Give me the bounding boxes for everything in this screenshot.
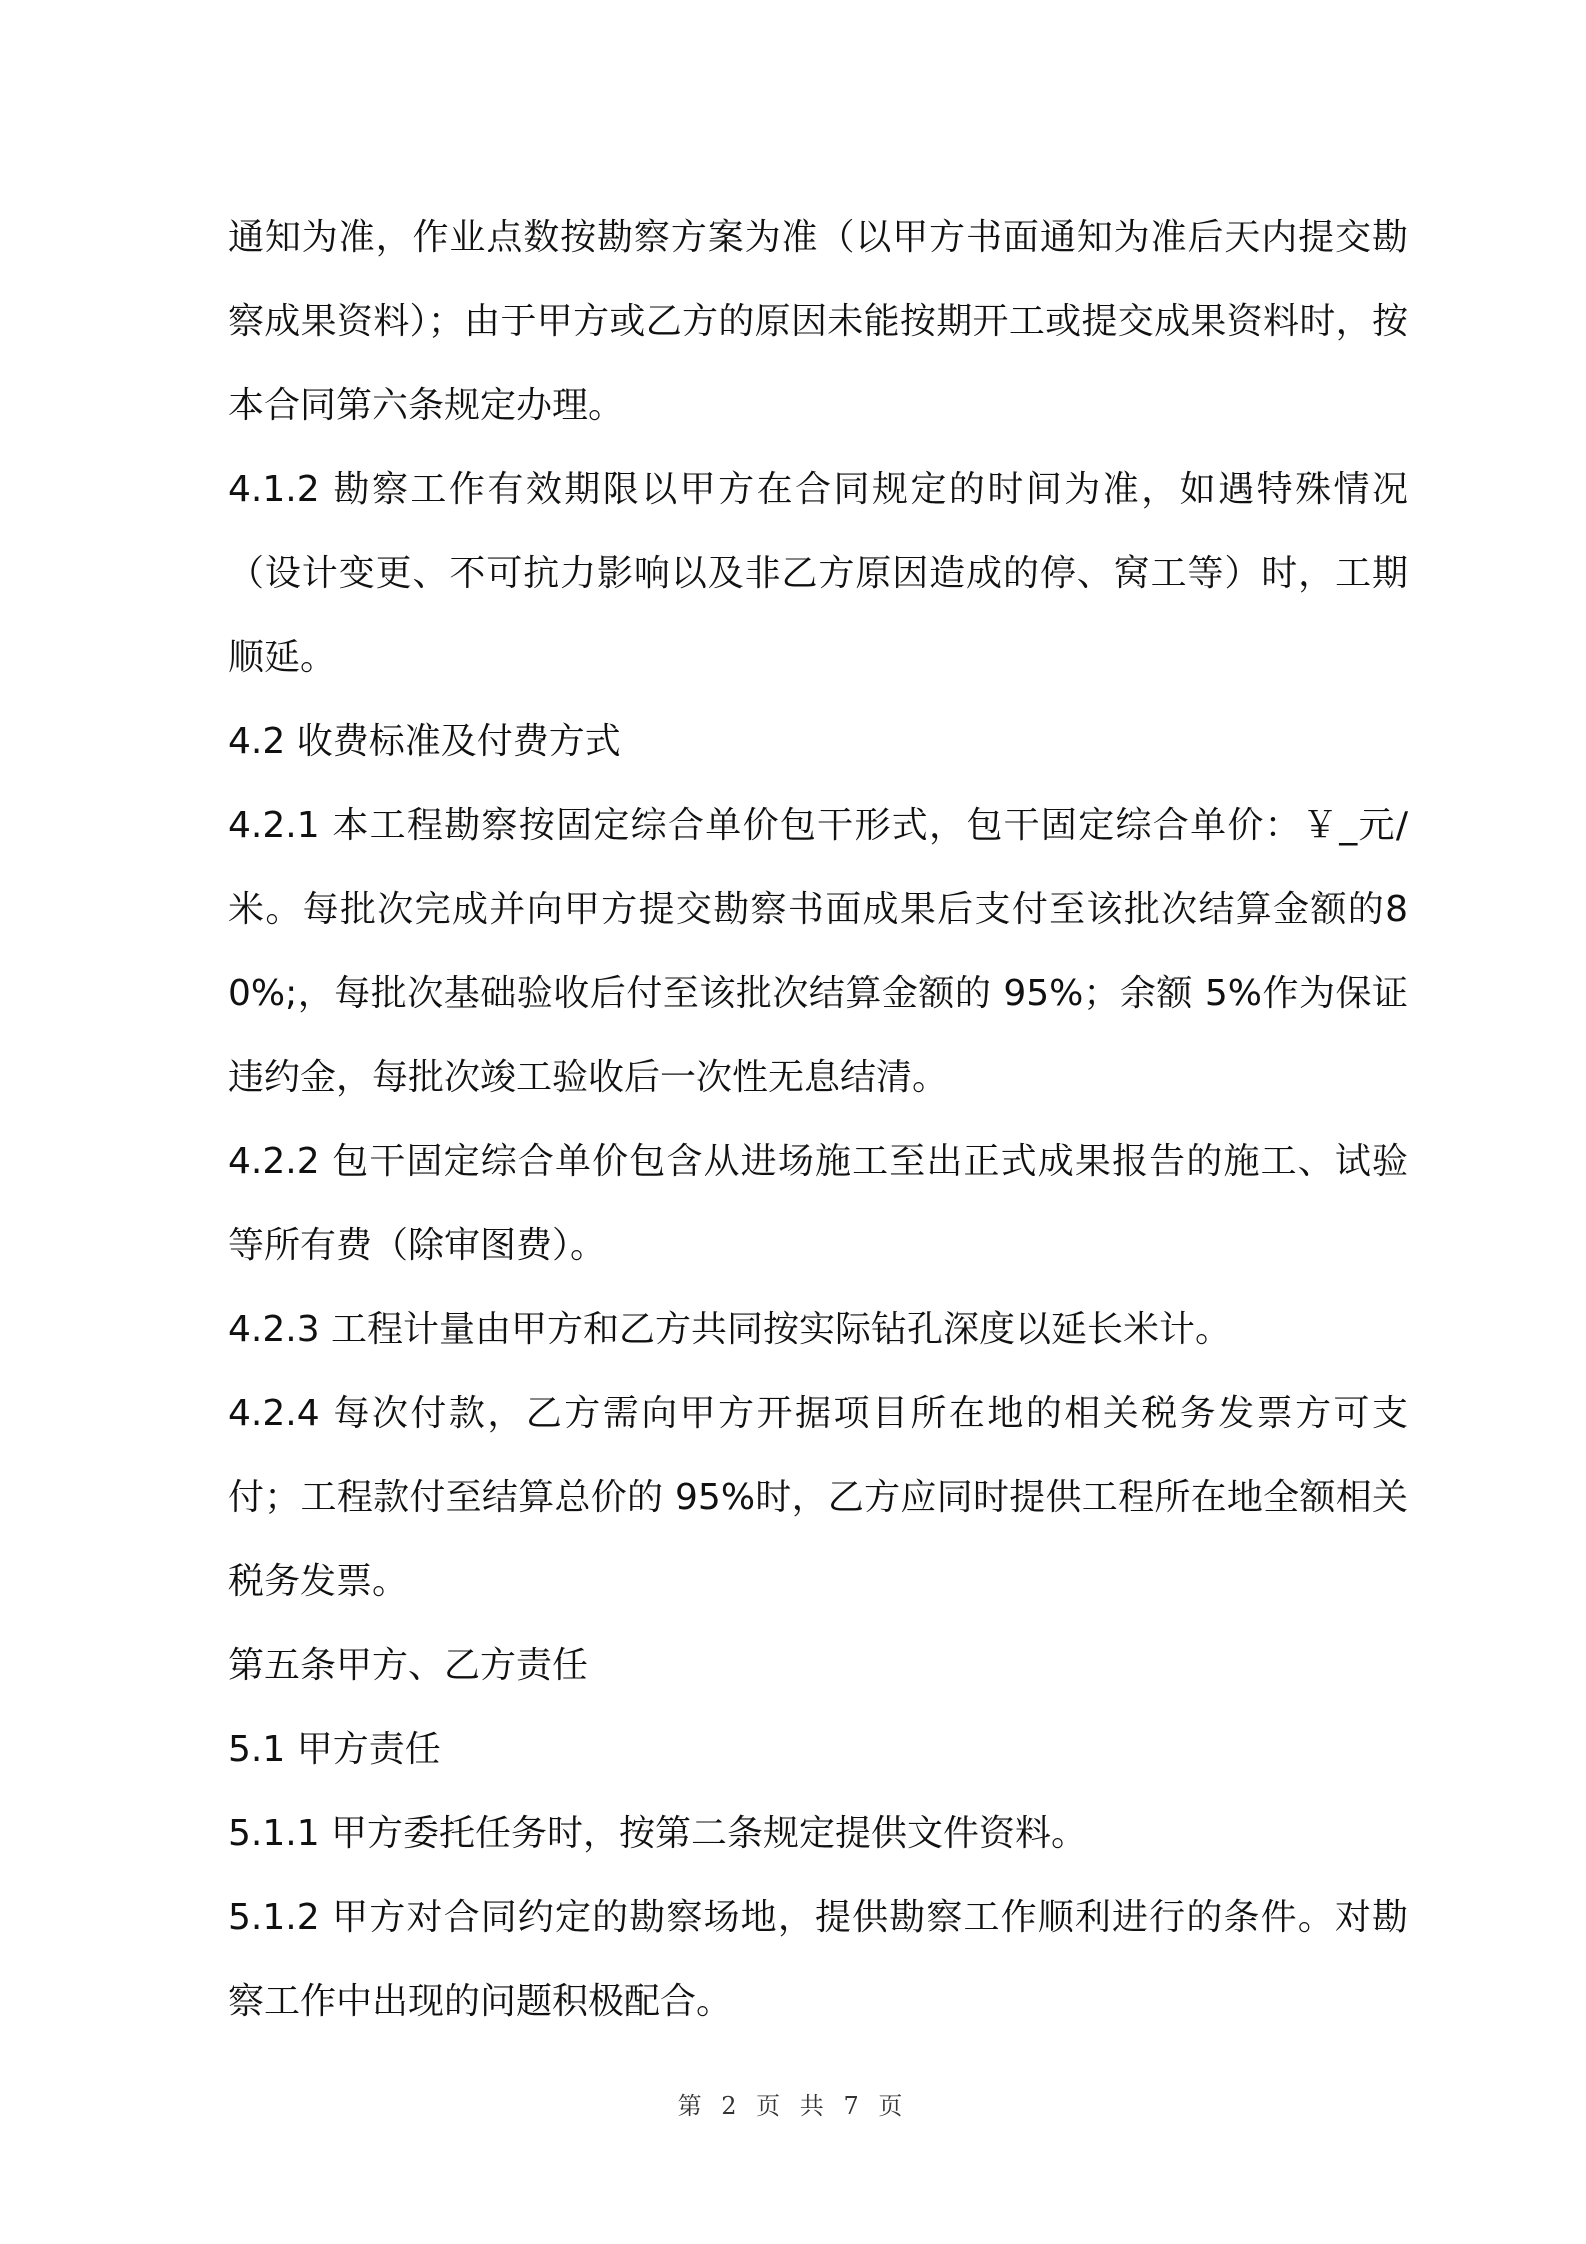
paragraph-4-2-3: 4.2.3 工程计量由甲方和乙方共同按实际钻孔深度以延长米计。 [228, 1309, 1232, 1350]
paragraph-4-1-2: 4.1.2 勘察工作有效期限以甲方在合同规定的时间为准，如遇特殊情况（设计变更、不可抗力影响以及非乙方原因造成的停、窝工等）时，工期顺延。 [228, 469, 1408, 678]
page-footer: 第 2 页 共 7 页 [677, 2092, 909, 2120]
paragraph-4-2-2: 4.2.2 包干固定综合单价包含从进场施工至出正式成果报告的施工、试验等所有费（除审图费）。 [228, 1141, 1408, 1266]
heading-article-5: 第五条甲方、乙方责任 [228, 1645, 589, 1686]
document-body [228, 196, 1408, 2044]
heading-4-2: 4.2 收费标准及付费方式 [228, 721, 621, 762]
paragraph-5-1-2: 5.1.2 甲方对合同约定的勘察场地，提供勘察工作顺利进行的条件。对勘察工作中出现的问题积极配合。 [228, 1897, 1408, 2022]
paragraph-4-2-1: 4.2.1 本工程勘察按固定综合单价包干形式，包干固定综合单价：￥_元/米。每批次完成并向甲方提交勘察书面成果后支付至该批次结算金额的80%;，每批次基础验收后付至该批次结算金额的 95%；余额 5%作为保证违约金，每批次竣工验收后一次性无息结清。 [228, 805, 1408, 1098]
heading-5-1: 5.1 甲方责任 [228, 1729, 441, 1770]
paragraph-continuation: 通知为准，作业点数按勘察方案为准（以甲方书面通知为准后天内提交勘察成果资料）；由于甲方或乙方的原因未能按期开工或提交成果资料时，按本合同第六条规定办理。 [228, 217, 1408, 426]
paragraph-5-1-1: 5.1.1 甲方委托任务时，按第二条规定提供文件资料。 [228, 1813, 1088, 1854]
paragraph-4-2-4: 4.2.4 每次付款，乙方需向甲方开据项目所在地的相关税务发票方可支付；工程款付至结算总价的 95%时，乙方应同时提供工程所在地全额相关税务发票。 [228, 1393, 1408, 1602]
